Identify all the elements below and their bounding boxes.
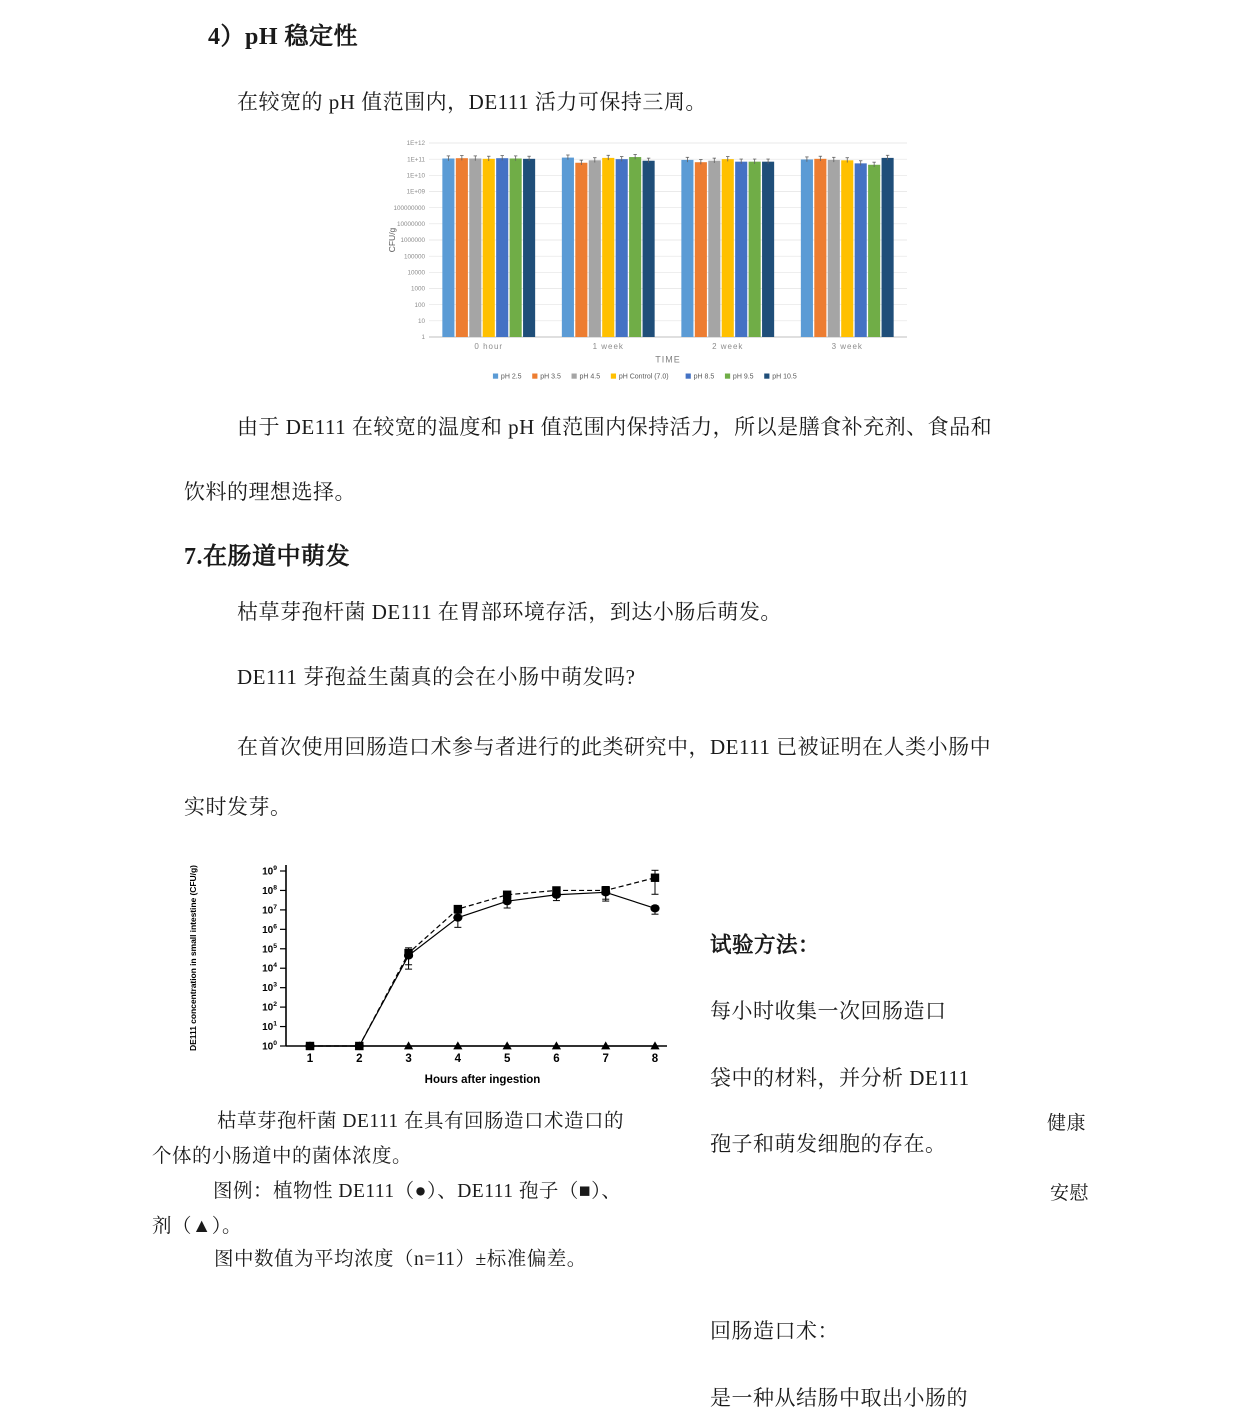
svg-text:1: 1 bbox=[306, 1053, 314, 1065]
svg-text:107: $10^7$ bbox=[262, 903, 277, 917]
svg-text:6: 6 bbox=[553, 1053, 560, 1065]
svg-text:0 hour: 0 hour bbox=[474, 342, 504, 351]
svg-text:100000: 100000 bbox=[403, 253, 425, 261]
svg-text:10000: 10000 bbox=[407, 269, 425, 277]
svg-text:1: 1 bbox=[421, 334, 425, 342]
section-heading-germination: 7.在肠道中萌发 bbox=[184, 544, 350, 570]
ileostomy-line1: 是一种从结肠中取出小肠的 bbox=[710, 1386, 968, 1410]
svg-text:pH 3.5: pH 3.5 bbox=[540, 373, 561, 381]
svg-text:108: $10^8$ bbox=[262, 884, 277, 897]
method-line3: 孢子和萌发细胞的存在。 bbox=[710, 1132, 947, 1156]
germination-line-chart-svg bbox=[183, 850, 698, 1100]
paragraph-survive-stomach: 枯草芽孢杆菌 DE111 在胃部环境存活，到达小肠后萌发。 bbox=[237, 600, 782, 624]
svg-text:10000000: 10000000 bbox=[396, 221, 425, 229]
svg-text:1000000: 1000000 bbox=[400, 237, 425, 245]
svg-text:2 week: 2 week bbox=[712, 342, 744, 351]
method-line2: 袋中的材料，并分析 DE111 bbox=[710, 1066, 970, 1090]
svg-text:3 week: 3 week bbox=[831, 342, 863, 351]
paragraph-question: DE111 芽孢益生菌真的会在小肠中萌发吗? bbox=[237, 665, 636, 689]
svg-text:100000000: 100000000 bbox=[393, 204, 425, 212]
paragraph-ileostomy-study-line2: 实时发芽。 bbox=[184, 795, 292, 819]
svg-text:pH 9.5: pH 9.5 bbox=[732, 373, 754, 381]
svg-text:100: 100 bbox=[414, 301, 425, 309]
svg-text:109: $10^9$ bbox=[262, 865, 277, 878]
method-line1: 每小时收集一次回肠造口 bbox=[710, 999, 947, 1023]
svg-text:pH 4.5: pH 4.5 bbox=[579, 373, 601, 381]
svg-text:7: 7 bbox=[602, 1053, 609, 1065]
paragraph-ileostomy-study-line1: 在首次使用回肠造口术参与者进行的此类研究中，DE111 已被证明在人类小肠中 bbox=[237, 735, 992, 759]
svg-text:1E+09: 1E+09 bbox=[406, 188, 425, 196]
svg-text:1E+11: 1E+11 bbox=[407, 156, 425, 164]
svg-text:pH 10.5: pH 10.5 bbox=[772, 373, 797, 381]
figure-caption-line4: 剂（▲）。 bbox=[152, 1216, 243, 1237]
svg-text:103: $10^3$ bbox=[262, 981, 277, 995]
paragraph-ph-intro: 在较宽的 pH 值范围内，DE111 活力可保持三周。 bbox=[237, 90, 707, 114]
paragraph-temp-ph-line1: 由于 DE111 在较宽的温度和 pH 值范围内保持活力，所以是膳食补充剂、食品和 bbox=[237, 415, 993, 439]
floating-word-placebo: 安慰 bbox=[1050, 1183, 1090, 1204]
svg-text:DE111 concentration in small i: DE111 concentration in small intestine (CFU/g) bbox=[188, 865, 198, 1051]
germination-line-chart bbox=[183, 850, 698, 1100]
svg-text:1E+10: 1E+10 bbox=[406, 172, 425, 180]
paragraph-temp-ph-line2: 饮料的理想选择。 bbox=[184, 480, 356, 504]
svg-text:1000: 1000 bbox=[410, 285, 425, 293]
svg-text:104: $10^4$ bbox=[262, 962, 277, 975]
floating-word-healthy: 健康 bbox=[1047, 1113, 1087, 1134]
svg-text:101: $10^1$ bbox=[262, 1020, 277, 1034]
method-heading: 试验方法： bbox=[710, 933, 821, 957]
svg-text:pH 2.5: pH 2.5 bbox=[500, 373, 522, 381]
section-heading-ph-stability: 4）pH 稳定性 bbox=[208, 24, 359, 50]
svg-text:5: 5 bbox=[503, 1053, 511, 1065]
ph-stability-bar-chart-svg bbox=[385, 130, 915, 385]
svg-text:100: $10^0$ bbox=[262, 1040, 277, 1053]
svg-text:102: $10^2$ bbox=[262, 1001, 277, 1014]
svg-text:TIME: TIME bbox=[655, 354, 681, 365]
svg-text:pH 8.5: pH 8.5 bbox=[693, 373, 715, 381]
svg-text:106: $10^6$ bbox=[262, 923, 277, 936]
svg-text:3: 3 bbox=[405, 1053, 412, 1065]
svg-text:Hours after ingestion: Hours after ingestion bbox=[424, 1074, 541, 1086]
svg-text:1E+12: 1E+12 bbox=[406, 140, 425, 148]
figure-caption-line1: 枯草芽孢杆菌 DE111 在具有回肠造口术造口的 bbox=[217, 1111, 625, 1132]
figure-caption-line3: 图例：植物性 DE111（●）、DE111 孢子（■）、 bbox=[213, 1181, 622, 1202]
svg-text:CFU/g: CFU/g bbox=[387, 227, 397, 253]
svg-text:4: 4 bbox=[454, 1053, 462, 1065]
svg-text:2: 2 bbox=[356, 1053, 363, 1065]
svg-text:8: 8 bbox=[651, 1053, 659, 1065]
figure-caption-line2: 个体的小肠道中的菌体浓度。 bbox=[152, 1146, 413, 1167]
svg-text:1 week: 1 week bbox=[592, 342, 624, 351]
svg-text:105: $10^5$ bbox=[262, 942, 277, 956]
svg-text:pH Control (7.0): pH Control (7.0) bbox=[618, 373, 669, 381]
svg-text:10: 10 bbox=[417, 318, 425, 326]
ileostomy-heading: 回肠造口术： bbox=[710, 1319, 839, 1343]
ph-stability-bar-chart bbox=[385, 130, 915, 385]
figure-caption-line5: 图中数值为平均浓度（n=11）±标准偏差。 bbox=[214, 1249, 587, 1270]
